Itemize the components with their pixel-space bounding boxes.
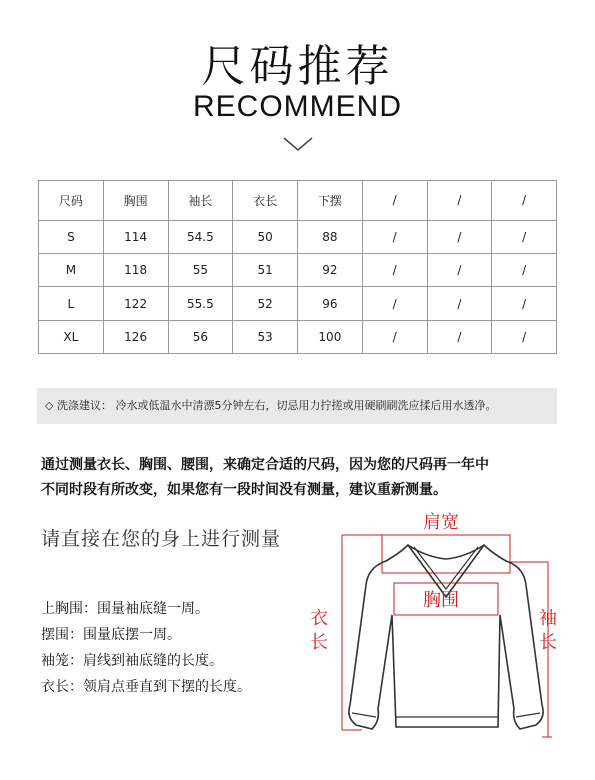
table-cell: / [427,287,492,320]
table-cell: 114 [103,220,168,253]
shoulder-label: 肩宽 [423,512,459,533]
page-title-cn: 尺码推荐 [201,41,394,92]
intro-line: 不同时段有所改变，如果您有一段时间没有测量，建议重新测量。 [41,482,447,498]
table-cell: 56 [168,320,233,353]
table-cell: XL [39,320,104,353]
table-header-cell: 胸围 [103,181,168,221]
table-cell: 126 [103,320,168,353]
sleeve-label-bottom: 长 [539,632,557,653]
definition-item: 上胸围：围量袖底缝一周。 [41,601,209,617]
table-cell: L [39,287,104,320]
definition-item: 摆围：围量底摆一周。 [41,627,181,643]
length-label-bottom: 长 [310,632,328,653]
table-row [39,287,557,320]
measurement-definitions [41,596,251,700]
table-header-cell: 尺码 [39,181,104,221]
table-header-cell: 衣长 [233,181,298,221]
table-cell: 51 [233,254,298,287]
table-row [39,254,557,287]
table-header-row [39,181,557,221]
table-cell: / [492,220,557,253]
intro-paragraph [41,453,581,503]
table-cell: / [362,287,427,320]
table-row [39,320,557,353]
table-cell: 55.5 [168,287,233,320]
table-cell: / [492,320,557,353]
table-cell: 50 [233,220,298,253]
table-cell: S [39,220,104,253]
table-cell: / [362,254,427,287]
table-header-cell: 袖长 [168,181,233,221]
table-cell: 118 [103,254,168,287]
sleeve-label-top: 袖 [539,608,557,629]
table-header-cell: / [427,181,492,221]
chest-label: 胸围 [423,590,459,611]
size-table [38,180,557,354]
table-cell: 100 [298,320,363,353]
shoulder-guide [382,535,510,573]
table-cell: / [362,320,427,353]
table-cell: 55 [168,254,233,287]
sweater-diagram [290,505,570,775]
table-cell: M [39,254,104,287]
chevron-down-icon [282,136,314,152]
table-cell: / [427,320,492,353]
table-cell: 52 [233,287,298,320]
table-cell: 92 [298,254,363,287]
table-cell: / [362,220,427,253]
table-header-cell: / [492,181,557,221]
table-cell: 96 [298,287,363,320]
table-cell: / [427,254,492,287]
table-cell: / [492,254,557,287]
length-label-top: 衣 [310,608,328,629]
table-cell: 54.5 [168,220,233,253]
table-header-cell: / [362,181,427,221]
table-row [39,220,557,253]
intro-line: 通过测量衣长、胸围、腰围，来确定合适的尺码，因为您的尺码再一年中 [41,457,489,473]
cuff-right [516,713,540,717]
table-cell: / [492,287,557,320]
table-header-cell: 下摆 [298,181,363,221]
definition-item: 袖笼：肩线到袖底缝的长度。 [41,653,223,669]
wash-advice: ◇ 洗涤建议： 冷水或低温水中清漂5分钟左右，切忌用力拧搓或用硬刷刷洗应揉后用水透净。 [37,388,557,424]
table-cell: 53 [233,320,298,353]
table-cell: 122 [103,287,168,320]
measure-heading: 请直接在您的身上进行测量 [41,528,282,550]
page-title-en: RECOMMEND [193,90,402,123]
cuff-left [352,713,376,717]
table-cell: 88 [298,220,363,253]
table-cell: / [427,220,492,253]
definition-item: 衣长：领肩点垂直到下摆的长度。 [41,679,251,695]
